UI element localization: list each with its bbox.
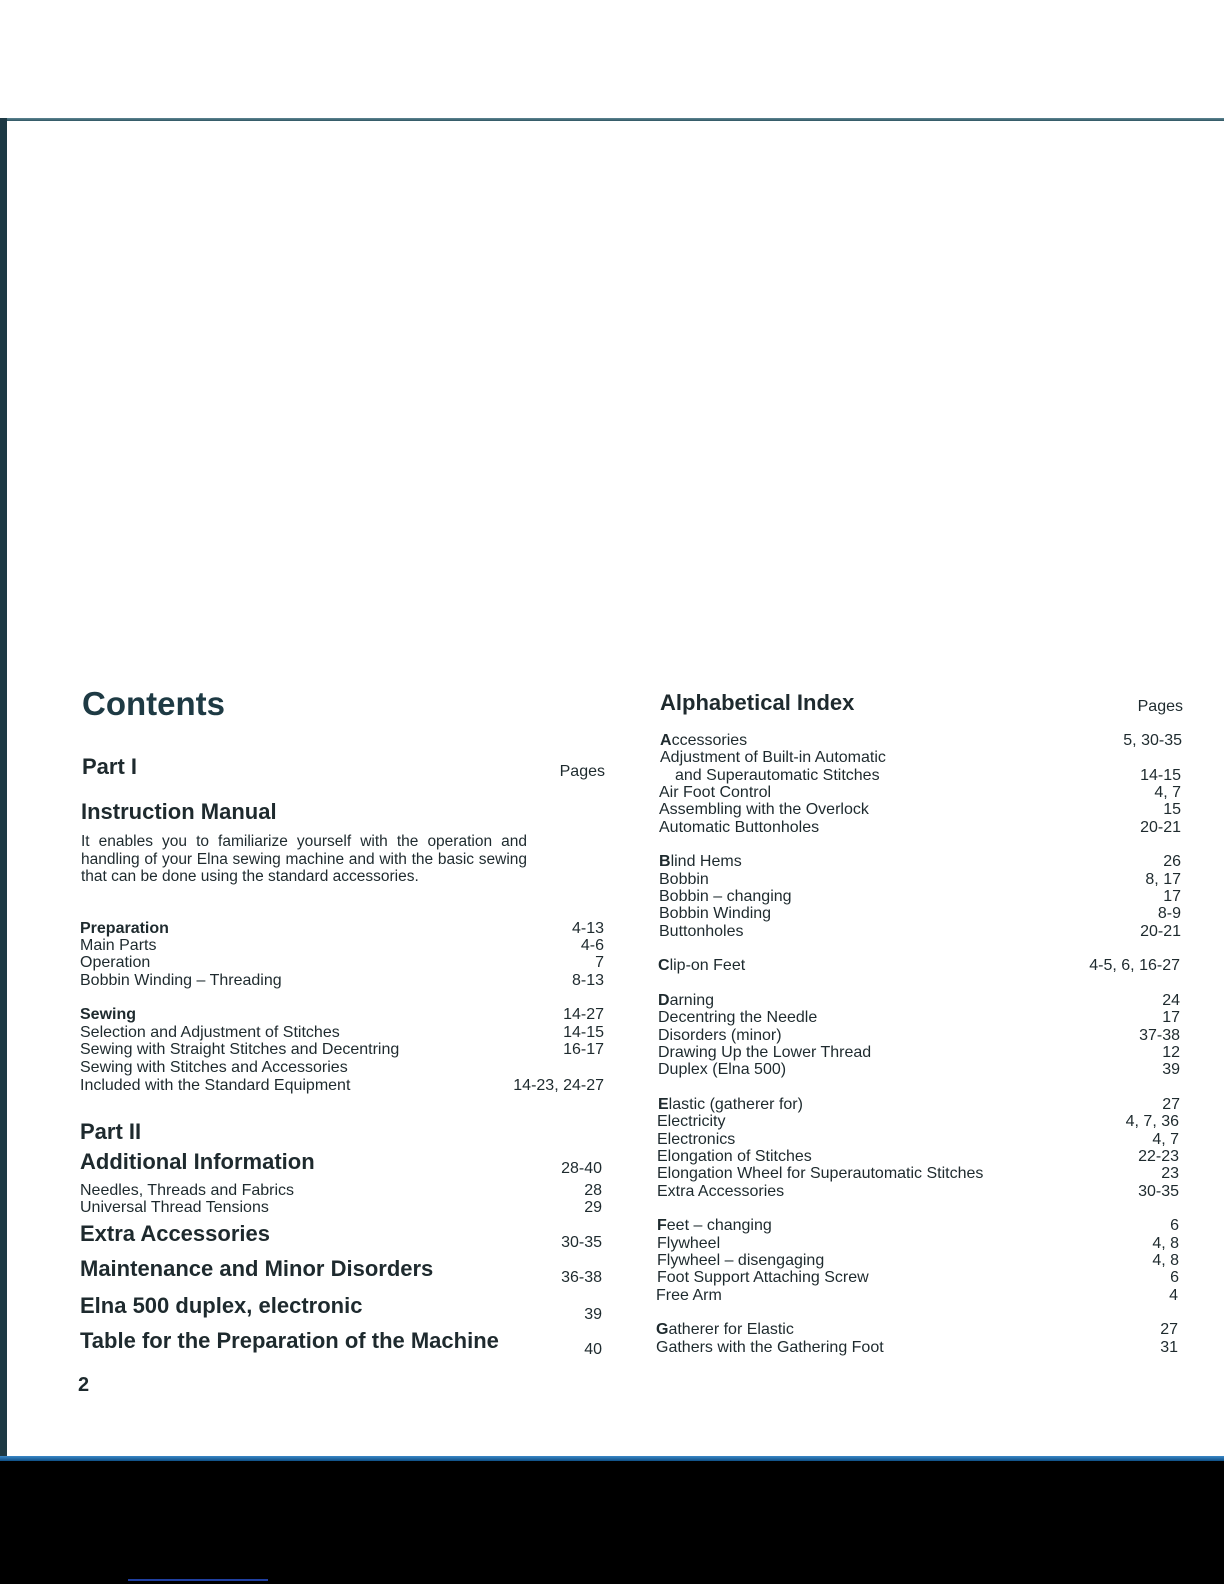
- index-entry-pages: 8-9: [1157, 905, 1181, 923]
- index-entry-pages: 4, 7, 36: [1125, 1113, 1179, 1131]
- toc-pages: 14-27: [563, 1006, 604, 1023]
- index-entry-pages: 31: [1160, 1338, 1178, 1356]
- instruction-manual-intro: It enables you to familiarize yourself with the operation and handling of your Elna sewing machine and with the basic sewing that can be done using the standard accessories.: [81, 833, 527, 885]
- toc-label: Sewing with Straight Stitches and Decentring: [80, 1041, 400, 1058]
- index-entry-text: Flywheel: [657, 1234, 721, 1252]
- toc-pages: 39: [584, 1306, 602, 1323]
- part2-heading: Part II: [80, 1119, 142, 1144]
- index-entry-pages: 4, 8: [1152, 1234, 1179, 1252]
- index-entry-pages: 37-38: [1139, 1026, 1180, 1044]
- index-entry-pages: 5, 30-35: [1123, 732, 1182, 749]
- toc-row-table: [80, 1328, 604, 1363]
- scan-margin: [0, 1461, 1224, 1584]
- index-entry-text: and Superautomatic Stitches: [675, 766, 880, 784]
- index-entry-pages: 20-21: [1140, 922, 1181, 940]
- toc-label: Sewing: [80, 1006, 137, 1023]
- index-entry-pages: 17: [1163, 887, 1181, 905]
- toc-pages: 14-23, 24-27: [513, 1077, 604, 1094]
- index-entry-text: Gathers with the Gathering Foot: [656, 1338, 884, 1356]
- index-entry-pages: 4, 7: [1152, 1130, 1179, 1148]
- toc-pages: 4-13: [571, 920, 604, 937]
- index-entry-pages: 27: [1162, 1096, 1180, 1114]
- toc-label: Preparation: [80, 920, 169, 937]
- index-entry-pages: 20-21: [1140, 818, 1181, 836]
- index-entry-text: Electronics: [657, 1130, 736, 1148]
- index-entry-text: Electricity: [657, 1113, 726, 1131]
- top-rule: [0, 118, 1224, 121]
- toc-label: Included with the Standard Equipment: [80, 1077, 351, 1094]
- toc-label: Sewing with Stitches and Accessories: [80, 1059, 348, 1076]
- index-entry-text: Elongation Wheel for Superautomatic Stitches: [657, 1165, 984, 1183]
- index-entry-text: Buttonholes: [659, 922, 744, 940]
- index-entry-text: Bobbin – changing: [659, 887, 792, 905]
- toc-pages: 4-6: [580, 937, 604, 954]
- toc-label: Table for the Preparation of the Machine: [80, 1328, 499, 1353]
- index-entry-text: Clip-on Feet: [658, 957, 746, 975]
- toc-pages: 28-40: [561, 1160, 602, 1177]
- toc-pages: 8-13: [571, 972, 604, 989]
- index-entry-text: Automatic Buttonholes: [659, 818, 820, 836]
- index-entry-text: Decentring the Needle: [658, 1009, 818, 1027]
- index-entry-text: Blind Hems: [659, 853, 742, 871]
- index-entry-text: Bobbin Winding: [659, 905, 772, 923]
- index-pages-label: Pages: [1137, 698, 1183, 715]
- index-title: Alphabetical Index: [660, 690, 855, 715]
- toc-label: Bobbin Winding – Threading: [80, 972, 282, 989]
- index-entry-text: Air Foot Control: [659, 783, 772, 801]
- index-entry-pages: 12: [1162, 1044, 1180, 1061]
- toc-row-additional: [80, 1149, 604, 1182]
- index-entry-text: Bobbin: [659, 870, 709, 888]
- toc-pages: 16-17: [563, 1041, 604, 1058]
- index-entry-pages: 4, 8: [1152, 1252, 1179, 1269]
- toc-pages: 7: [595, 954, 604, 971]
- binding-edge: [0, 118, 7, 1458]
- index-entry-text: Accessories: [660, 732, 748, 749]
- index-entry-text: Elastic (gatherer for): [658, 1096, 803, 1114]
- toc-label: Needles, Threads and Fabrics: [80, 1182, 295, 1199]
- toc-label: Selection and Adjustment of Stitches: [80, 1024, 340, 1041]
- scan-mark: [128, 1579, 268, 1581]
- index-entry-pages: 6: [1170, 1269, 1179, 1287]
- toc-label: Maintenance and Minor Disorders: [80, 1256, 434, 1281]
- index-entry-pages: 6: [1170, 1217, 1179, 1235]
- contents-title: Contents: [82, 685, 225, 722]
- index-entry-text: Free Arm: [656, 1286, 722, 1304]
- index-entry-pages: 39: [1162, 1061, 1180, 1079]
- toc-row-extra-accessories: [80, 1221, 604, 1256]
- index-entry-pages: 15: [1163, 801, 1181, 819]
- toc-pages: 14-15: [563, 1024, 604, 1041]
- toc-label: Elna 500 duplex, electronic: [80, 1293, 363, 1318]
- index-entry-text: Gatherer for Elastic: [656, 1321, 794, 1339]
- toc-pages: 36-38: [561, 1269, 602, 1286]
- index-entry-pages: 30-35: [1138, 1182, 1179, 1200]
- toc-label: Operation: [80, 954, 151, 971]
- part1-heading: Part I: [82, 754, 138, 779]
- index-entry-text: Darning: [658, 992, 715, 1010]
- instruction-manual-heading: Instruction Manual: [81, 799, 277, 824]
- toc-label: Extra Accessories: [80, 1221, 270, 1246]
- index-entry-pages: 17: [1162, 1009, 1180, 1027]
- index-entry-pages: 4, 7: [1154, 783, 1181, 801]
- toc-pages: 29: [584, 1199, 602, 1216]
- pages-label: Pages: [559, 763, 605, 780]
- toc-label: Main Parts: [80, 937, 157, 954]
- toc-row-elna-500: [80, 1293, 604, 1328]
- index-entry-pages: 27: [1160, 1321, 1178, 1339]
- toc-pages: 40: [584, 1341, 602, 1358]
- index-entry-text: Extra Accessories: [657, 1182, 785, 1200]
- index-entry-text: Duplex (Elna 500): [658, 1061, 787, 1079]
- toc-label: Additional Information: [80, 1149, 315, 1174]
- index-entry-text: Assembling with the Overlock: [659, 801, 869, 819]
- index-entry-pages: 24: [1162, 992, 1180, 1010]
- index-entry-pages: 4-5, 6, 16-27: [1089, 957, 1180, 975]
- toc-pages: 28: [584, 1182, 602, 1199]
- index-entry-pages: 22-23: [1138, 1148, 1179, 1165]
- page-number: 2: [78, 1374, 90, 1396]
- index-entry-pages: 14-15: [1140, 766, 1181, 784]
- index-entry-pages: 8, 17: [1145, 870, 1181, 888]
- index-entry-text: Disorders (minor): [658, 1026, 782, 1044]
- toc-row-maintenance: [80, 1256, 604, 1291]
- toc-pages: 30-35: [561, 1234, 602, 1251]
- index-entry-text: Foot Support Attaching Screw: [657, 1269, 869, 1287]
- index-entry-pages: 23: [1161, 1165, 1179, 1183]
- index-entry-text: Feet – changing: [657, 1217, 772, 1235]
- index-entry-pages: 26: [1163, 853, 1181, 871]
- toc-label: Universal Thread Tensions: [80, 1199, 269, 1216]
- index-entry-text: Adjustment of Built-in Automatic: [660, 749, 886, 767]
- index-entry-text: Drawing Up the Lower Thread: [658, 1044, 872, 1061]
- index-entry-text: Elongation of Stitches: [657, 1148, 812, 1165]
- index-entry-pages: 4: [1169, 1286, 1178, 1304]
- index-entry-text: Flywheel – disengaging: [657, 1252, 825, 1269]
